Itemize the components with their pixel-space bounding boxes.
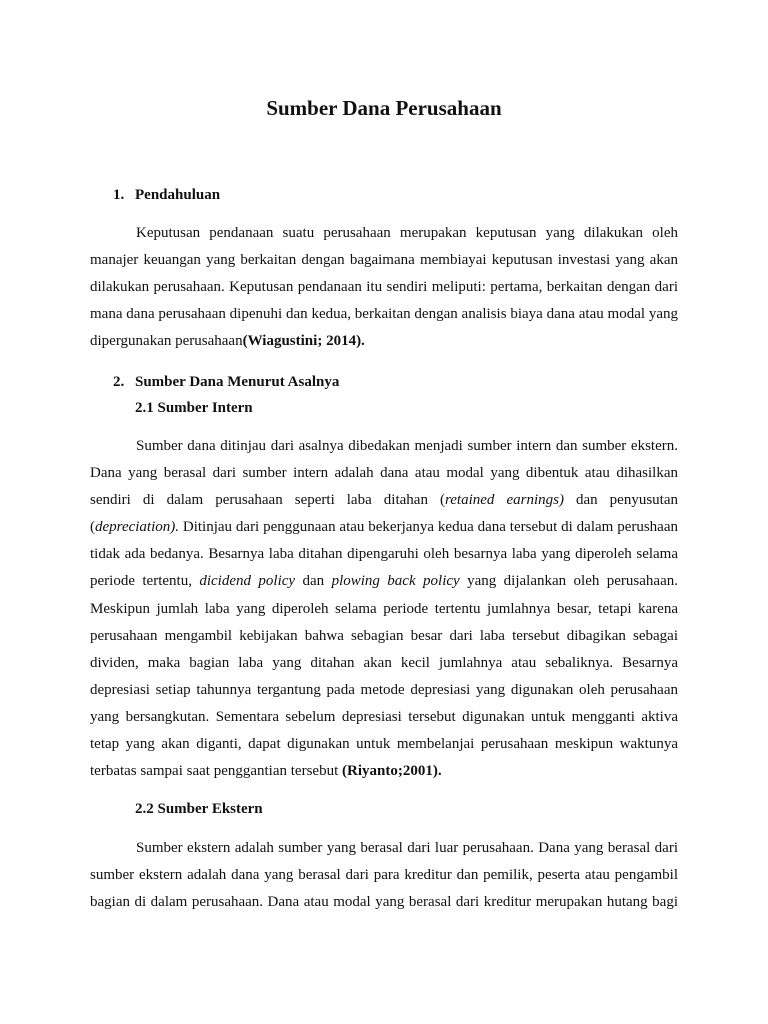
pendahuluan-paragraph	[90, 220, 678, 355]
term-plowing-back-policy: plowing back policy	[331, 573, 460, 590]
subsection-2-1-heading: 2.1 Sumber Intern	[135, 400, 253, 416]
section-2-title: Sumber Dana Menurut Asalnya	[135, 374, 340, 390]
sumber-intern-text-b: dan penyusutan (	[90, 492, 679, 536]
sumber-intern-text-c: Ditinjau dari penggunaan atau bekerjanya kedua dana tersebut di dalam perushaan tidak ada bedanya. Besarnya laba ditahan dipengaruhi oleh besarnya laba yang diperoleh selama periode tertentu,	[90, 519, 678, 590]
sumber-ekstern-text: Sumber ekstern adalah sumber yang berasal dari luar perusahaan. Dana yang berasal dari sumber ekstern adalah dana yang berasal dari para kreditur dan pemilik, peserta atau pengambil bagian di dalam perusahaan. Dana atau modal yang berasal dari kreditur merupakan hutang bagi	[90, 840, 678, 911]
pendahuluan-text: Keputusan pendanaan suatu perusahaan merupakan keputusan yang dilakukan oleh manajer keuangan yang berkaitan dengan bagaimana membiayai keputusan investasi yang akan dilakukan perusahaan. Keputusan pendanaan itu sendiri meliputi: pertama, berkaitan dengan dari mana dana perusahaan dipenuhi dan kedua, berkaitan dengan analisis biaya dana atau modal yang dipergunakan perusahaan	[90, 225, 678, 350]
term-retained-earnings: retained earnings)	[444, 492, 564, 509]
term-dividend-policy: dicidend policy	[199, 573, 296, 590]
citation-riyanto: (Riyanto;2001).	[342, 763, 442, 780]
sumber-intern-text-d: dan	[295, 573, 332, 590]
section-1-title: Pendahuluan	[135, 187, 221, 203]
section-2-heading	[113, 372, 339, 392]
sumber-intern-text-a: Sumber dana ditinjau dari asalnya dibedakan menjadi sumber intern dan sumber ekstern. Dana yang berasal dari sumber intern adalah dana atau modal yang dibentuk atau dihasilkan sendiri di dalam perusahaan seperti laba ditahan (	[90, 438, 678, 509]
sumber-intern-text-e: yang dijalankan oleh perusahaan. Meskipun jumlah laba yang diperoleh selama periode tertentu jumlahnya besar, tetapi karena perusahaan mengambil kebijakan bahwa sebagian besar dari laba tersebut dibagikan sebagai dividen, maka bagian laba yang ditahan akan kecil jumlahnya atau sebaliknya. Besarnya depresiasi setiap tahunnya tergantung pada metode depresiasi yang digunakan oleh perusahaan yang bersangkutan. Sementara sebelum depresiasi tersebut digunakan untuk mengganti aktiva tetap yang akan diganti, dapat digunakan untuk membelanjai perusahaan meskipun waktunya terbatas sampai saat penggantian tersebut	[90, 573, 678, 780]
sumber-intern-paragraph	[90, 433, 678, 785]
sumber-ekstern-paragraph	[90, 835, 678, 943]
section-1-heading	[113, 185, 220, 205]
document-title: Sumber Dana Perusahaan	[266, 96, 502, 120]
section-2-number: 2.	[113, 374, 125, 390]
citation-wiagustini: (Wiagustini; 2014).	[242, 333, 365, 350]
term-depreciation: depreciation).	[95, 519, 180, 536]
subsection-2-2-heading: 2.2 Sumber Ekstern	[135, 801, 263, 817]
section-1-number: 1.	[113, 187, 125, 203]
